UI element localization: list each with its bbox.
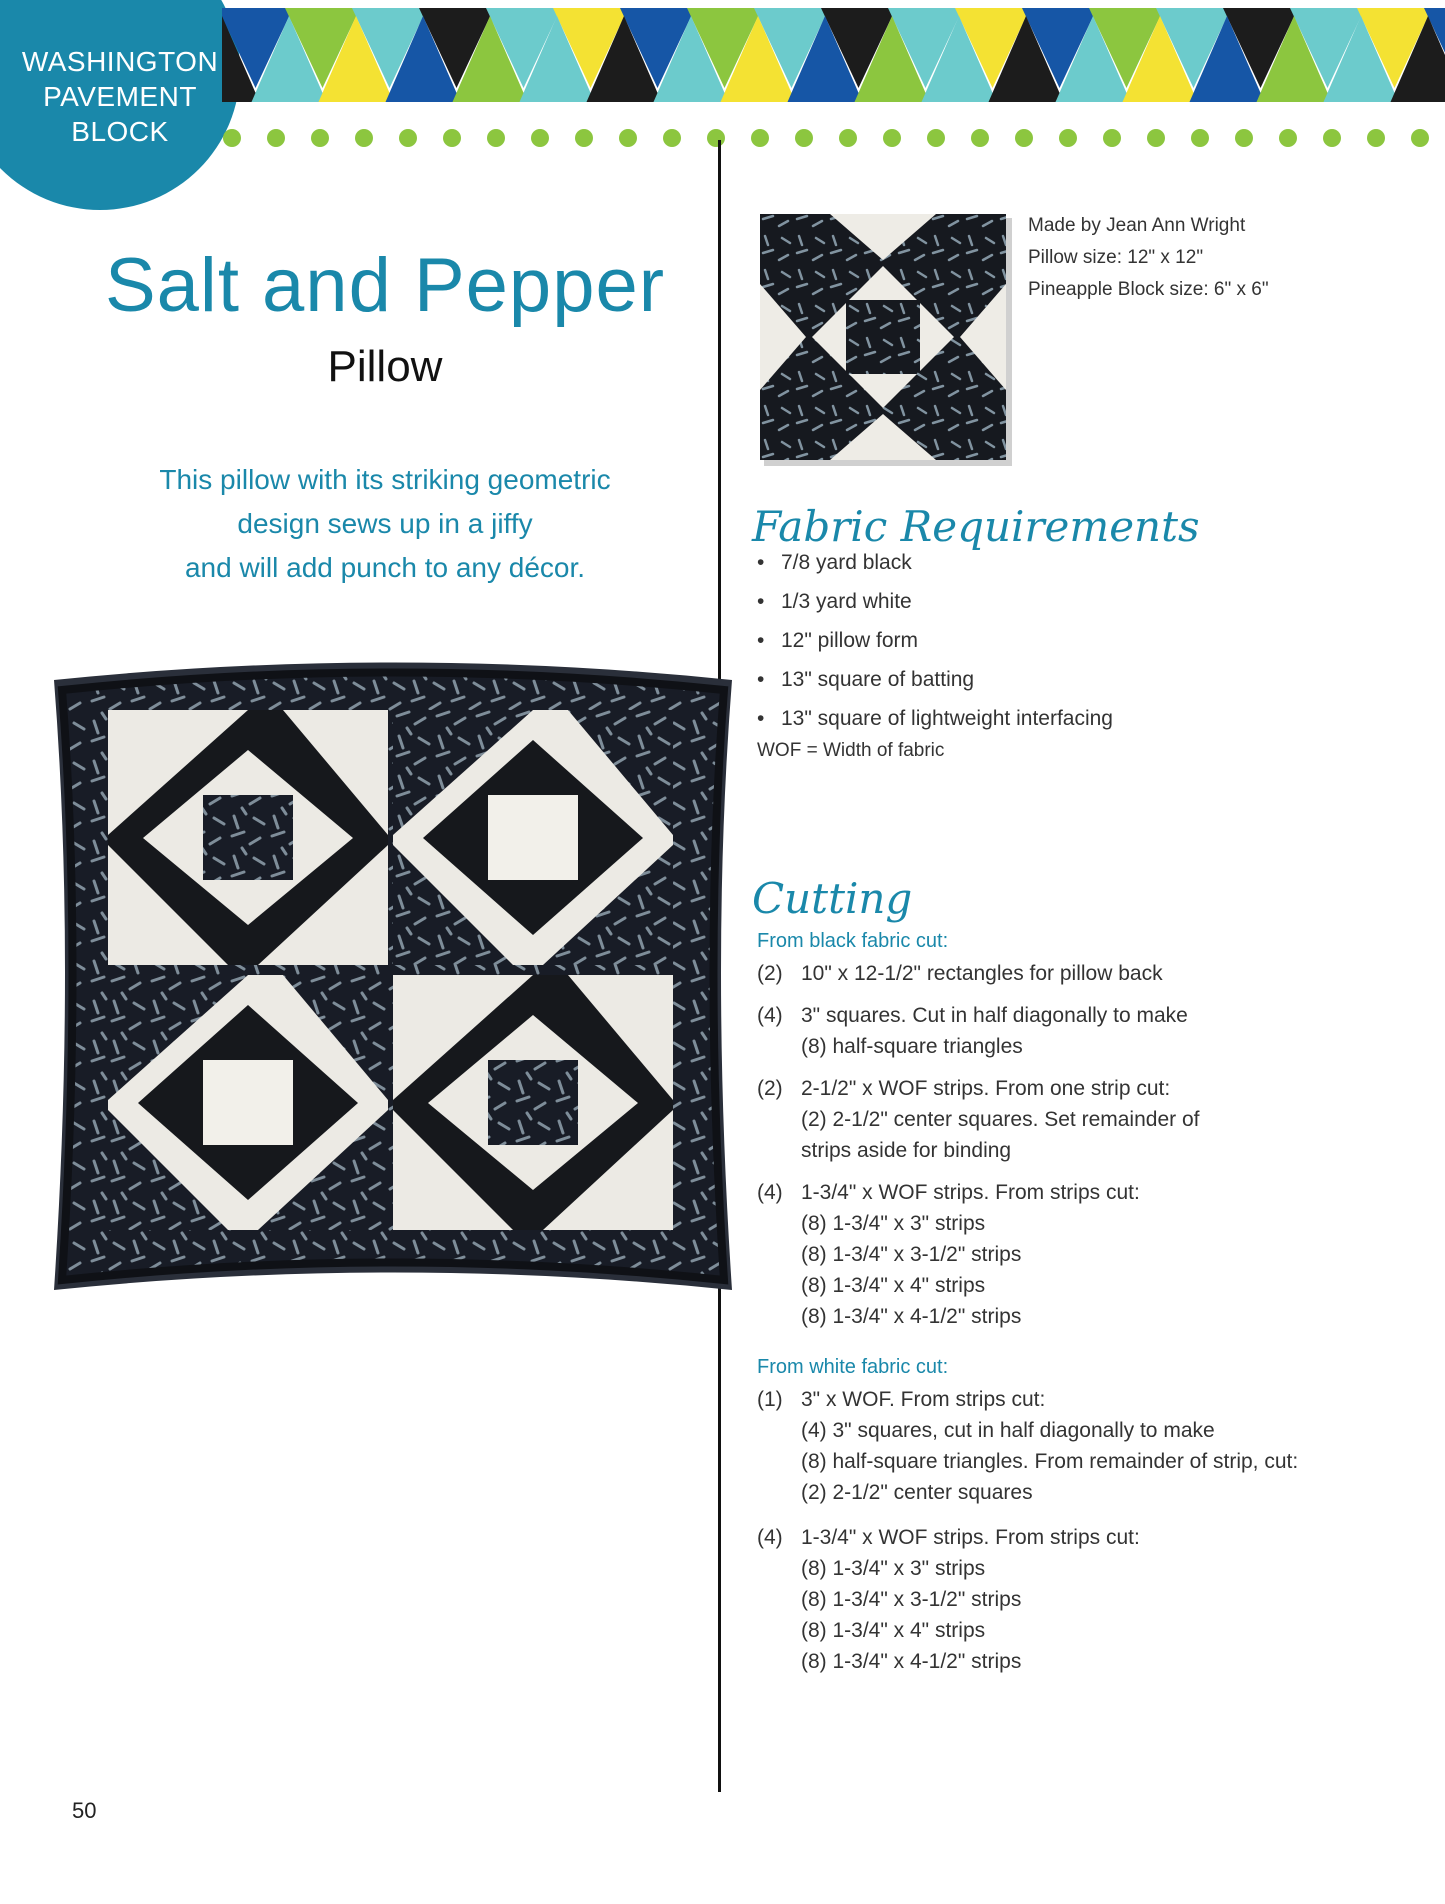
cut-text: (8) 1-3/4" x 4-1/2" strips bbox=[801, 1650, 1022, 1673]
credit-maker: Made by Jean Ann Wright bbox=[1028, 215, 1246, 236]
bunting-dot bbox=[443, 129, 461, 147]
cut-text: strips aside for binding bbox=[801, 1139, 1012, 1162]
bunting-dot bbox=[399, 129, 417, 147]
credit-block-size: Pineapple Block size: 6" x 6" bbox=[1028, 279, 1269, 300]
list-item: • 7/8 yard black bbox=[757, 551, 912, 574]
bunting-dot bbox=[1059, 129, 1077, 147]
bunting-dot bbox=[1147, 129, 1165, 147]
cut-quantity: (2) bbox=[757, 962, 783, 985]
bunting-dot bbox=[883, 129, 901, 147]
pillow-photo bbox=[48, 615, 738, 1310]
cut-text: (8) 1-3/4" x 4-1/2" strips bbox=[801, 1305, 1022, 1328]
bunting-dot bbox=[795, 129, 813, 147]
fabric-requirements-list bbox=[757, 547, 1113, 742]
bunting-dot bbox=[1191, 129, 1209, 147]
bunting-dot bbox=[531, 129, 549, 147]
cut-text: (8) 1-3/4" x 3" strips bbox=[801, 1557, 986, 1580]
bunting-dot bbox=[751, 129, 769, 147]
wof-note: WOF = Width of fabric bbox=[757, 740, 945, 761]
list-item: • 13" square of lightweight interfacing bbox=[757, 707, 1113, 730]
list-item: • 1/3 yard white bbox=[757, 590, 912, 613]
block-photo bbox=[760, 214, 1012, 471]
cut-text: (2) 2-1/2" center squares bbox=[801, 1481, 1033, 1504]
bunting-dot bbox=[839, 129, 857, 147]
cut-quantity: (2) bbox=[757, 1077, 783, 1100]
bunting-dot bbox=[927, 129, 945, 147]
bunting-dot bbox=[1235, 129, 1253, 147]
bunting-dot bbox=[355, 129, 373, 147]
cut-text: (2) 2-1/2" center squares. Set remainder of bbox=[801, 1108, 1200, 1131]
section-badge-label bbox=[0, 44, 240, 149]
fabric-requirements-heading: Fabric Requirements bbox=[752, 502, 1200, 551]
bunting-dot bbox=[575, 129, 593, 147]
cut-text: 10" x 12-1/2" rectangles for pillow back bbox=[801, 962, 1163, 985]
bunting-dot bbox=[663, 129, 681, 147]
cut-text: 1-3/4" x WOF strips. From strips cut: bbox=[801, 1526, 1140, 1549]
intro-line: and will add punch to any décor. bbox=[184, 552, 586, 583]
cut-text: (8) 1-3/4" x 3" strips bbox=[801, 1212, 986, 1235]
page-title: Salt and Pepper bbox=[104, 243, 666, 328]
bunting-dot bbox=[1323, 129, 1341, 147]
cut-text: 3" squares. Cut in half diagonally to make bbox=[801, 1004, 1188, 1027]
bunting-dot bbox=[1103, 129, 1121, 147]
white-fabric-heading: From white fabric cut: bbox=[757, 1356, 949, 1378]
intro-text bbox=[140, 458, 630, 590]
bunting-border bbox=[222, 0, 1445, 160]
cut-text: (4) 3" squares, cut in half diagonally to make bbox=[801, 1419, 1215, 1442]
cut-text: (8) 1-3/4" x 3-1/2" strips bbox=[801, 1243, 1022, 1266]
intro-line: This pillow with its striking geometric bbox=[159, 464, 611, 495]
cut-text: (8) half-square triangles bbox=[801, 1035, 1023, 1058]
badge-line: BLOCK bbox=[71, 116, 169, 147]
bunting-dot bbox=[487, 129, 505, 147]
bunting-dot bbox=[707, 129, 725, 147]
cut-quantity: (4) bbox=[757, 1181, 783, 1204]
cutting-heading: Cutting bbox=[752, 874, 913, 923]
cut-quantity: (4) bbox=[757, 1526, 783, 1549]
bunting-dot bbox=[1411, 129, 1429, 147]
cut-text: 2-1/2" x WOF strips. From one strip cut: bbox=[801, 1077, 1171, 1100]
cut-text: 3" x WOF. From strips cut: bbox=[801, 1388, 1046, 1411]
bunting-dot bbox=[1367, 129, 1385, 147]
bunting-dot bbox=[1015, 129, 1033, 147]
intro-line: design sews up in a jiffy bbox=[237, 508, 533, 539]
credit-pillow-size: Pillow size: 12" x 12" bbox=[1028, 247, 1204, 268]
page-number: 50 bbox=[72, 1798, 97, 1823]
bunting-dot bbox=[267, 129, 285, 147]
project-credits bbox=[1028, 210, 1269, 306]
cut-text: (8) 1-3/4" x 4" strips bbox=[801, 1274, 986, 1297]
bunting-dot bbox=[311, 129, 329, 147]
cut-quantity: (1) bbox=[757, 1388, 783, 1411]
badge-line: WASHINGTON bbox=[21, 46, 219, 77]
bunting-dot bbox=[223, 129, 241, 147]
bunting-dot bbox=[619, 129, 637, 147]
cut-quantity: (4) bbox=[757, 1004, 783, 1027]
list-item: • 13" square of batting bbox=[757, 668, 975, 691]
cut-text: (8) 1-3/4" x 4" strips bbox=[801, 1619, 986, 1642]
cut-text: 1-3/4" x WOF strips. From strips cut: bbox=[801, 1181, 1140, 1204]
badge-line: PAVEMENT bbox=[43, 81, 197, 112]
black-fabric-heading: From black fabric cut: bbox=[757, 930, 949, 952]
page-subtitle: Pillow bbox=[327, 342, 443, 391]
cut-text: (8) 1-3/4" x 3-1/2" strips bbox=[801, 1588, 1022, 1611]
list-item: • 12" pillow form bbox=[757, 629, 919, 652]
bunting-dot bbox=[971, 129, 989, 147]
cut-text: (8) half-square triangles. From remainder of strip, cut: bbox=[801, 1450, 1299, 1473]
bunting-dot bbox=[1279, 129, 1297, 147]
